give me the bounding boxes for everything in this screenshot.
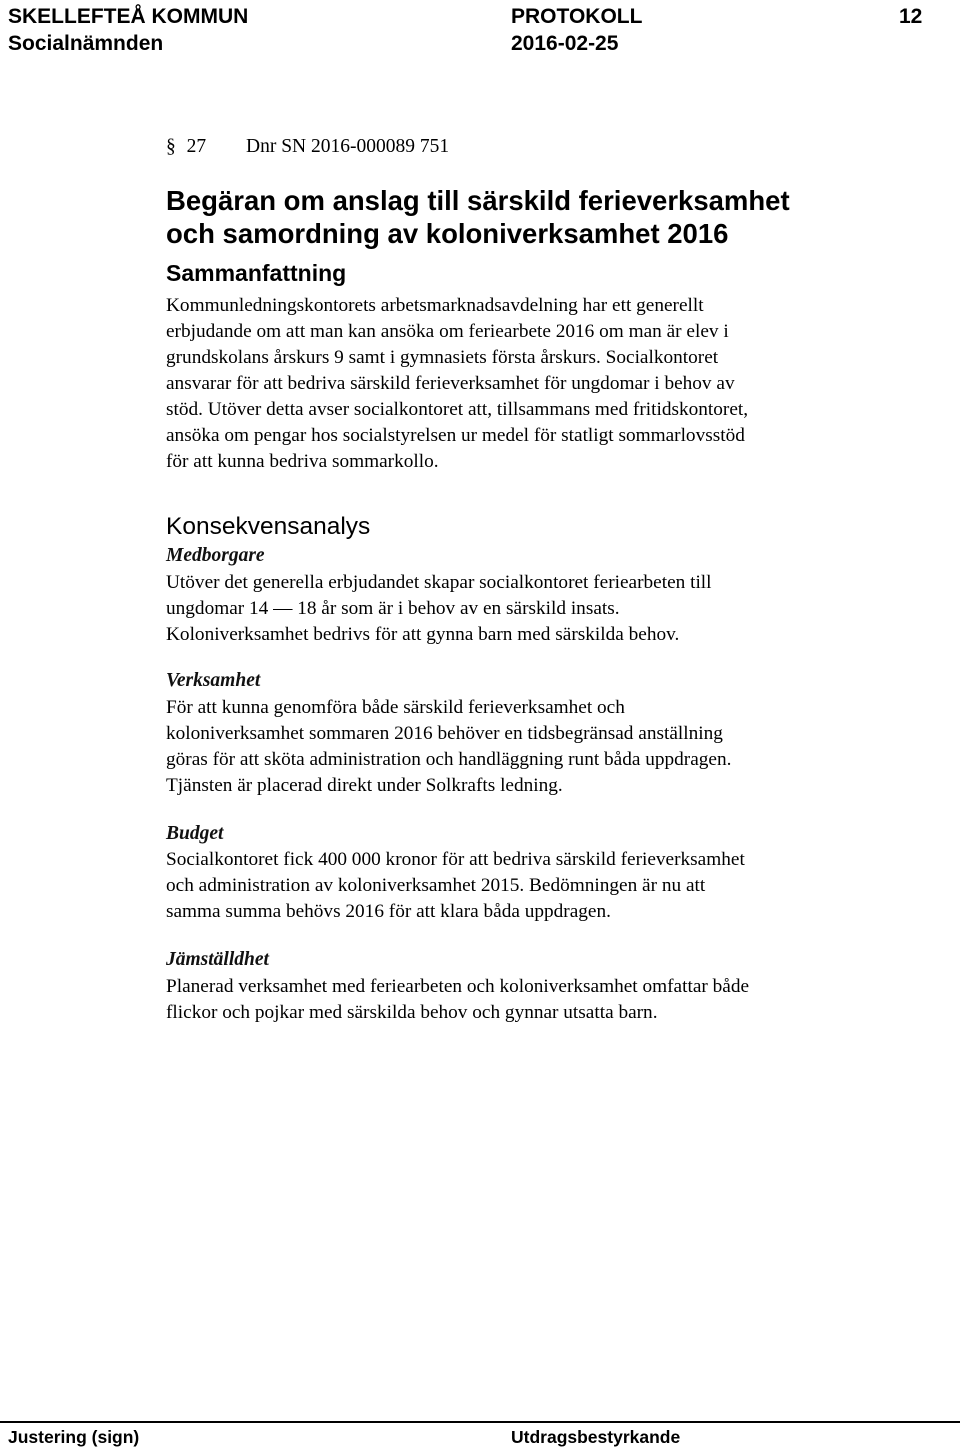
text-line: för att kunna bedriva sommarkollo.: [166, 451, 439, 472]
org-name: SKELLEFTEÅ KOMMUN: [8, 5, 249, 28]
text-line: För att kunna genomföra både särskild ferieverksamhet och: [166, 697, 625, 718]
page-number: 12: [899, 5, 923, 28]
summary-heading: Sammanfattning: [166, 260, 347, 286]
text-line: ansvarar för att bedriva särskild ferieverksamhet för ungdomar i behov av: [166, 373, 735, 394]
justering-label: Justering (sign): [8, 1427, 140, 1447]
case-number: 27: [186, 136, 207, 157]
text-line: Socialkontoret fick 400 000 kronor för att bedriva särskild ferieverksamhet: [166, 849, 745, 870]
utdrag-label: Utdragsbestyrkande: [511, 1427, 681, 1447]
text-line: Kommunledningskontorets arbetsmarknadsavdelning har ett generellt: [166, 295, 704, 316]
section-symbol: §: [166, 136, 176, 157]
text-line: stöd. Utöver detta avser socialkontoret att, tillsammans med fritidskontoret,: [166, 399, 749, 420]
committee-name: Socialnämnden: [8, 32, 164, 55]
budget-heading: Budget: [166, 823, 224, 844]
text-line: ungdomar 14 — 18 år som är i behov av en särskild insats.: [166, 598, 620, 619]
page-title: [166, 184, 790, 250]
text-line: göras för att sköta administration och handläggning runt båda uppdragen.: [166, 749, 732, 770]
verksamhet-paragraph: [166, 695, 866, 799]
footer-divider: [0, 1421, 960, 1423]
verksamhet-heading: Verksamhet: [166, 670, 261, 691]
medborgare-paragraph: [166, 570, 866, 648]
text-line: Utöver det generella erbjudandet skapar socialkontoret feriearbeten till: [166, 572, 712, 593]
text-line: Tjänsten är placerad direkt under Solkrafts ledning.: [166, 775, 563, 796]
jamstalldhet-heading: Jämställdhet: [166, 949, 269, 970]
text-line: Koloniverksamhet bedrivs för att gynna barn med särskilda behov.: [166, 624, 680, 645]
medborgare-heading: Medborgare: [166, 545, 265, 566]
title-line: och samordning av koloniverksamhet 2016: [166, 218, 729, 249]
text-line: grundskolans årskurs 9 samt i gymnasiets första årskurs. Socialkontoret: [166, 347, 719, 368]
text-line: Planerad verksamhet med feriearbeten och koloniverksamhet omfattar både: [166, 976, 750, 997]
text-line: flickor och pojkar med särskilda behov och gynnar utsatta barn.: [166, 1002, 658, 1023]
jamstalldhet-paragraph: [166, 974, 866, 1026]
dnr: Dnr SN 2016-000089 751: [246, 136, 450, 157]
meeting-date: 2016-02-25: [511, 32, 619, 55]
text-line: koloniverksamhet sommaren 2016 behöver en tidsbegränsad anställning: [166, 723, 723, 744]
analysis-heading: Konsekvensanalys: [166, 513, 371, 540]
case-line: [166, 134, 450, 160]
summary-paragraph: [166, 293, 866, 475]
document-type: PROTOKOLL: [511, 5, 643, 28]
budget-paragraph: [166, 847, 866, 925]
text-line: samma summa behövs 2016 för att klara båda uppdragen.: [166, 901, 611, 922]
title-line: Begäran om anslag till särskild ferieverksamhet: [166, 185, 790, 216]
text-line: erbjudande om att man kan ansöka om feriearbete 2016 om man är elev i: [166, 321, 729, 342]
text-line: ansöka om pengar hos socialstyrelsen ur medel för statligt sommarlovsstöd: [166, 425, 745, 446]
text-line: och administration av koloniverksamhet 2015. Bedömningen är nu att: [166, 875, 706, 896]
